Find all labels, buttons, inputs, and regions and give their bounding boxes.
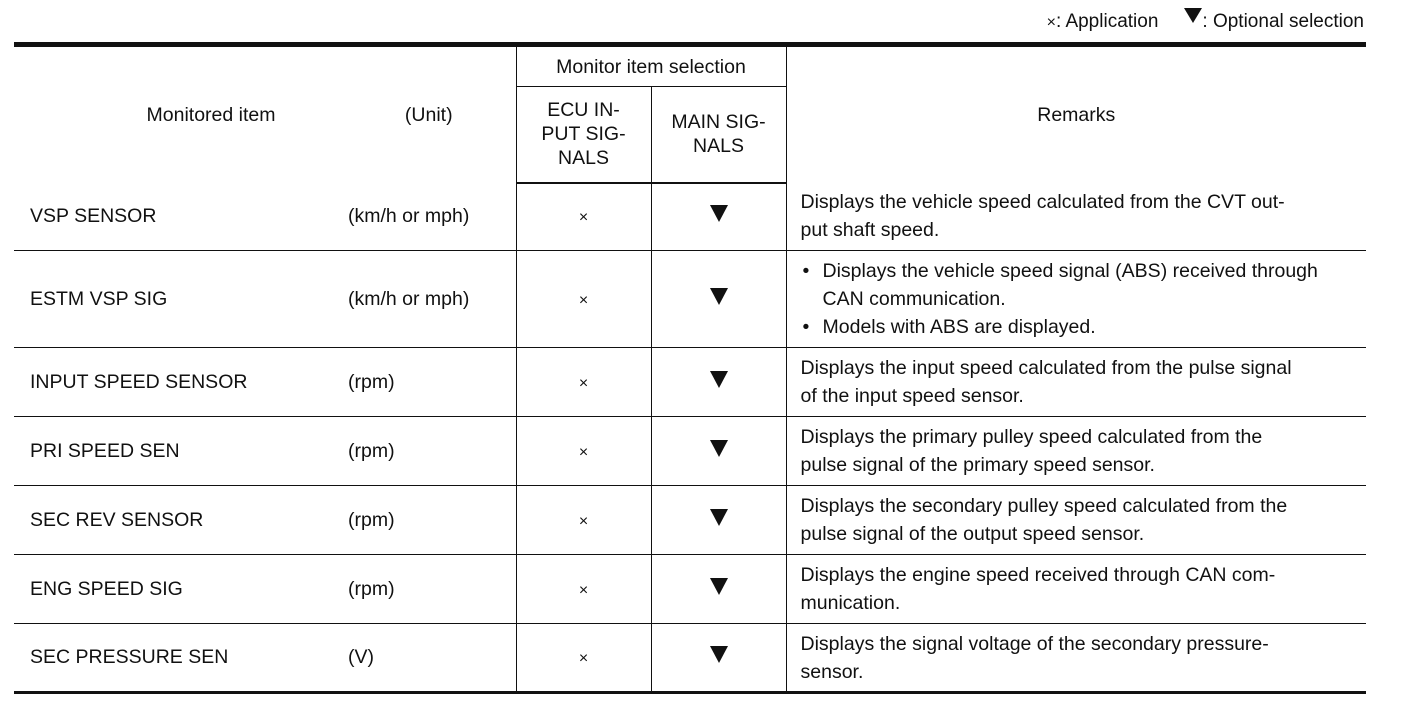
main-signals-cell (651, 348, 786, 417)
table-row (14, 251, 1366, 348)
optional-selection-legend-label: : Optional selection (1202, 11, 1364, 32)
header-remarks: Remarks (786, 45, 1366, 183)
application-mark: × (578, 443, 589, 461)
application-mark: × (578, 512, 589, 530)
remarks-cell: Displays the secondary pulley speed calculated from the pulse signal of the output speed sensor. (786, 486, 1366, 555)
unit-cell: (rpm) (348, 348, 516, 417)
main-signals-cell (651, 555, 786, 624)
optional-selection-triangle-icon (710, 205, 728, 222)
monitored-item-cell: PRI SPEED SEN (14, 417, 348, 486)
optional-selection-triangle-icon (710, 440, 728, 457)
application-mark: × (578, 209, 589, 227)
optional-selection-triangle-icon (1184, 8, 1202, 23)
unit-cell: (km/h or mph) (348, 251, 516, 348)
ecu-input-signals-cell (516, 251, 651, 348)
application-mark: × (578, 581, 589, 599)
monitored-item-cell: INPUT SPEED SENSOR (14, 348, 348, 417)
unit-cell: (rpm) (348, 486, 516, 555)
monitored-item-cell: VSP SENSOR (14, 183, 348, 251)
application-mark: × (578, 291, 589, 309)
unit-cell: (V) (348, 624, 516, 693)
table-row (14, 417, 1366, 486)
main-signals-cell (651, 251, 786, 348)
monitor-items-table (14, 42, 1366, 694)
monitored-item-cell: ESTM VSP SIG (14, 251, 348, 348)
main-signals-cell (651, 417, 786, 486)
table-row (14, 624, 1366, 693)
table-row (14, 555, 1366, 624)
remarks-cell: Displays the engine speed received through CAN com- munication. (786, 555, 1366, 624)
optional-selection-triangle-icon (710, 288, 728, 305)
table-row (14, 348, 1366, 417)
legend (1047, 8, 1364, 32)
optional-selection-triangle-icon (710, 371, 728, 388)
header-monitor-item-selection: Monitor item selection (516, 45, 786, 87)
ecu-input-signals-cell (516, 624, 651, 693)
monitored-item-cell: ENG SPEED SIG (14, 555, 348, 624)
header-unit: (Unit) (348, 45, 516, 183)
header-ecu-input-signals: ECU IN- PUT SIG- NALS (516, 87, 651, 183)
header-monitored-item: Monitored item (14, 45, 348, 183)
remarks-cell: Displays the signal voltage of the secondary pressure- sensor. (786, 624, 1366, 693)
table-row (14, 486, 1366, 555)
remarks-cell: Displays the vehicle speed calculated from the CVT out- put shaft speed. (786, 183, 1366, 251)
remarks-cell: Displays the input speed calculated from the pulse signal of the input speed sensor. (786, 348, 1366, 417)
application-mark: × (578, 374, 589, 392)
ecu-input-signals-cell (516, 486, 651, 555)
unit-cell: (km/h or mph) (348, 183, 516, 251)
unit-cell: (rpm) (348, 417, 516, 486)
optional-selection-triangle-icon (710, 646, 728, 663)
table-row (14, 183, 1366, 251)
ecu-input-signals-cell (516, 348, 651, 417)
monitored-item-cell: SEC PRESSURE SEN (14, 624, 348, 693)
unit-cell: (rpm) (348, 555, 516, 624)
application-symbol: × (1046, 14, 1056, 31)
optional-selection-triangle-icon (710, 578, 728, 595)
list-item: • Models with ABS are displayed. (801, 313, 1361, 341)
monitored-item-cell: SEC REV SENSOR (14, 486, 348, 555)
main-signals-cell (651, 183, 786, 251)
remarks-cell: Displays the primary pulley speed calculated from the pulse signal of the primary speed sensor. (786, 417, 1366, 486)
ecu-input-signals-cell (516, 555, 651, 624)
header-main-signals: MAIN SIG- NALS (651, 87, 786, 183)
main-signals-cell (651, 624, 786, 693)
main-signals-cell (651, 486, 786, 555)
ecu-input-signals-cell (516, 183, 651, 251)
remarks-cell (786, 251, 1366, 348)
optional-selection-triangle-icon (710, 509, 728, 526)
ecu-input-signals-cell (516, 417, 651, 486)
remarks-bullet-list (801, 257, 1361, 341)
application-legend-label: : Application (1055, 11, 1159, 32)
list-item: • Displays the vehicle speed signal (ABS) received through CAN communication. (801, 257, 1361, 313)
application-mark: × (578, 650, 589, 667)
